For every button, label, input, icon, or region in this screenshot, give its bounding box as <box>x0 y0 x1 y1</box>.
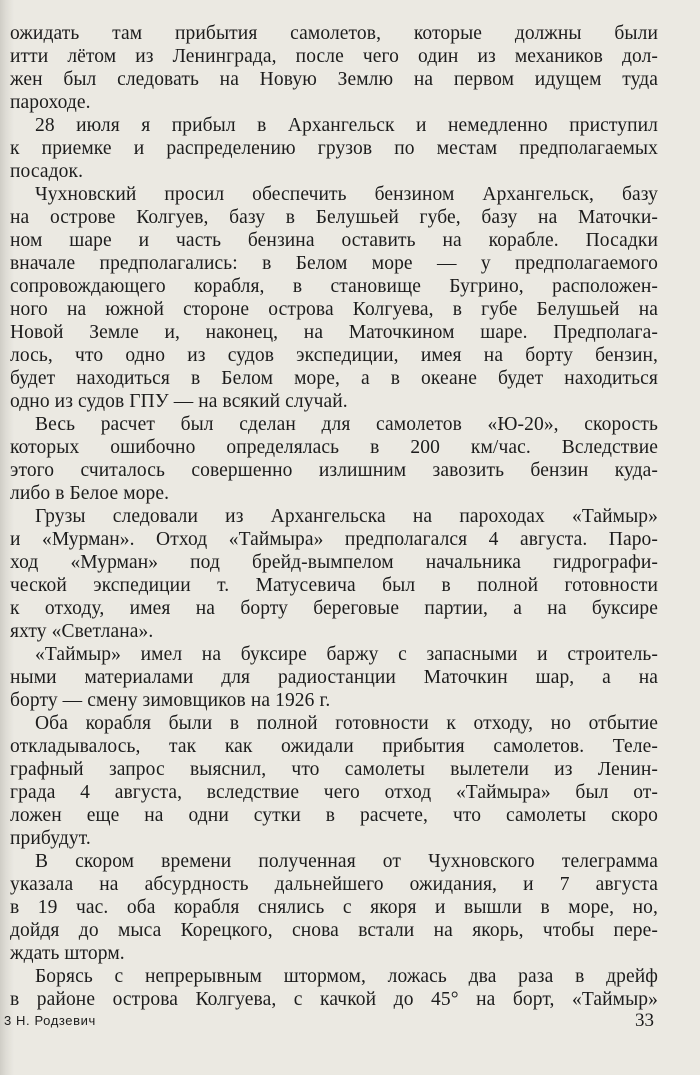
text-line: откладывалось, так как ожидали прибытия самолетов. Теле- <box>10 736 658 757</box>
text-line: ного на южной стороне острова Колгуева, в губе Белушьей на <box>10 299 658 320</box>
text-line: либо в Белое море. <box>10 483 170 504</box>
text-line: борту — смену зимовщиков на 1926 г. <box>10 690 331 711</box>
text-line: которых ошибочно определялась в 200 км/час. Вследствие <box>10 437 658 458</box>
text-line: ждать шторм. <box>10 943 125 964</box>
text-line: посадок. <box>10 161 84 182</box>
text-line: ожидать там прибытия самолетов, которые должны были <box>10 23 658 44</box>
text-line: ход «Мурман» под брейд-вымпелом начальника гидрографи- <box>10 552 658 573</box>
text-line: Борясь с непрерывным штормом, ложась два раза в дрейф <box>35 966 658 987</box>
text-line: на острове Колгуев, базу в Белушьей губе, базу на Маточки- <box>10 207 658 228</box>
text-line: ными материалами для радиостанции Маточкин шар, а на <box>10 667 658 688</box>
printer-signature: 3 Н. Родзевич <box>4 1013 96 1028</box>
text-line: лось, что одно из судов экспедиции, имея на борту бензин, <box>10 345 658 366</box>
text-line: Чухновский просил обеспечить бензином Архангельск, базу <box>35 184 658 205</box>
text-line: прибудут. <box>10 828 91 849</box>
text-line: к приемке и распределению грузов по местам предполагаемых <box>10 138 658 159</box>
text-line: града 4 августа, вследствие чего отход «Таймыра» был от- <box>10 782 658 803</box>
text-line: 28 июля я прибыл в Архангельск и немедленно приступил <box>35 115 658 136</box>
page-number: 33 <box>635 1010 654 1031</box>
text-line: дойдя до мыса Корецкого, снова встали на якорь, чтобы пере- <box>10 920 658 941</box>
body-text <box>10 22 658 1011</box>
text-line: ложен еще на одни сутки в расчете, что самолеты скоро <box>10 805 658 826</box>
text-line: «Таймыр» имел на буксире баржу с запасными и строитель- <box>35 644 658 665</box>
text-line: одно из судов ГПУ — на всякий случай. <box>10 391 348 412</box>
text-line: в 19 час. оба корабля снялись с якоря и вышли в море, но, <box>10 897 658 918</box>
text-line: ном шаре и часть бензина оставить на корабле. Посадки <box>10 230 658 251</box>
text-line: Оба корабля были в полной готовности к отходу, но отбытие <box>35 713 658 734</box>
text-line: этого считалось совершенно излишним завозить бензин куда- <box>10 460 658 481</box>
text-line: сопровождающего корабля, в становище Бугрино, расположен- <box>10 276 658 297</box>
text-line: в районе острова Колгуева, с качкой до 45° на борт, «Таймыр» <box>10 989 658 1010</box>
text-line: к отходу, имея на борту береговые партии, а на буксире <box>10 598 658 619</box>
text-line: ческой экспедиции т. Матусевича был в полной готовности <box>10 575 658 596</box>
text-line: жен был следовать на Новую Землю на первом идущем туда <box>10 69 658 90</box>
page-footer <box>4 1010 654 1032</box>
text-line: пароходе. <box>10 92 91 113</box>
text-line: итти лётом из Ленинграда, после чего один из механиков дол- <box>10 46 658 67</box>
text-line: В скором времени полученная от Чухновского телеграмма <box>35 851 658 872</box>
text-line: и «Мурман». Отход «Таймыра» предполагался 4 августа. Паро- <box>10 529 658 550</box>
text-line: указала на абсурдность дальнейшего ожидания, и 7 августа <box>10 874 658 895</box>
text-line: Грузы следовали из Архангельска на пароходах «Таймыр» <box>35 506 658 527</box>
text-line: вначале предполагались: в Белом море — у предполагаемого <box>10 253 658 274</box>
text-line: графный запрос выяснил, что самолеты вылетели из Ленин- <box>10 759 658 780</box>
text-line: яхту «Светлана». <box>10 621 154 642</box>
text-line: будет находиться в Белом море, а в океане будет находиться <box>10 368 658 389</box>
text-line: Весь расчет был сделан для самолетов «Ю-20», скорость <box>35 414 658 435</box>
text-line: Новой Земле и, наконец, на Маточкином шаре. Предполага- <box>10 322 658 343</box>
